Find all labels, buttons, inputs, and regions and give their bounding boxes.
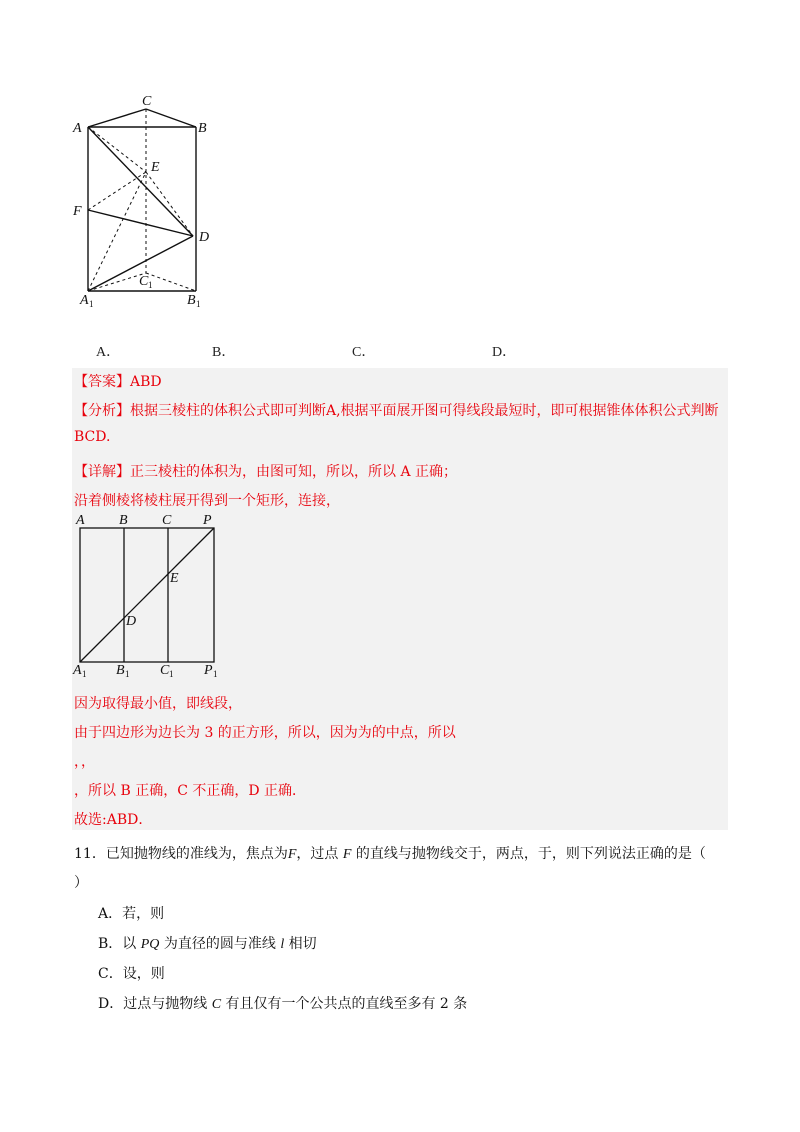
option-a: A． [96, 345, 121, 360]
analysis-line-1: 【分析】根据三棱柱的体积公式即可判断A,根据平面展开图可得线段最短时，即可根据锥体体积公式判断 [74, 403, 719, 419]
label-B1: B [116, 663, 125, 678]
question-11-stem [74, 843, 706, 863]
option-d: D． [492, 345, 517, 360]
option-b-l: l [280, 937, 285, 952]
edge-A1E-dashed [88, 172, 146, 291]
option-b-post: 相切 [284, 936, 317, 952]
unfolded-figure [70, 510, 230, 680]
label-C: C [162, 513, 172, 528]
square-line: 由于四边形为边长为 3 的正方形，所以，因为为的中点，所以 [74, 725, 456, 741]
label-A: A [73, 121, 82, 136]
label-P1-sub: 1 [213, 669, 218, 679]
question-11-option-b [98, 933, 317, 953]
edge-AC [88, 109, 146, 127]
focus-F: F [287, 847, 297, 862]
label-P: P [203, 513, 212, 528]
prism-figure [70, 90, 230, 310]
option-c: C． [352, 345, 376, 360]
label-C: C [142, 94, 152, 109]
detail-line: 【详解】正三棱柱的体积为，由图可知，所以，所以 A 正确； [74, 464, 458, 480]
prism-diagram [70, 90, 230, 310]
label-B1: B [187, 293, 196, 308]
edge-AE-dashed [88, 127, 146, 172]
edge-CB [146, 109, 196, 127]
label-A1-sub: 1 [82, 669, 87, 679]
label-A1-sub: 1 [89, 299, 94, 309]
commas-line: ，， [74, 754, 95, 770]
because-min-line: 因为取得最小值，即线段， [74, 696, 242, 712]
option-b: B． [212, 345, 236, 360]
question-11-option-a: A．若，则 [98, 906, 165, 922]
label-C1: C [139, 274, 149, 289]
label-C1: C [160, 663, 170, 678]
label-C1-sub: 1 [148, 280, 153, 290]
answer-line: 【答案】ABD [74, 374, 162, 390]
label-B: B [119, 513, 128, 528]
label-B1-sub: 1 [125, 669, 130, 679]
label-A1: A [80, 293, 89, 308]
unfolded-diagram [70, 510, 230, 680]
label-B: B [198, 121, 207, 136]
edge-FD [88, 210, 193, 236]
label-A: A [76, 513, 85, 528]
diagonal-A1P [80, 528, 214, 662]
question-11-stem-close: ） [74, 875, 88, 891]
conclusion-line: ，所以 B 正确，C 不正确，D 正确． [74, 783, 307, 799]
label-B1-sub: 1 [196, 299, 201, 309]
stem-part-2: ，过点 [296, 846, 343, 862]
analysis-line-2: BCD. [74, 429, 111, 445]
focus-F-2: F [342, 847, 352, 862]
question-11-option-d [98, 993, 467, 1013]
unfold-line: 沿着侧棱将棱柱展开得到一个矩形，连接， [74, 493, 340, 509]
label-E: E [151, 160, 160, 175]
stem-part-1: 11．已知抛物线的准线为，焦点为 [74, 846, 288, 862]
option-d-pre: D．过点与抛物线 [98, 996, 212, 1012]
label-E: E [170, 571, 179, 586]
label-D: D [126, 614, 137, 629]
question-11-option-c: C．设，则 [98, 966, 165, 982]
option-d-C: C [211, 997, 222, 1012]
label-C1-sub: 1 [169, 669, 174, 679]
choose-line: 故选:ABD． [74, 812, 153, 828]
option-b-mid: 为直径的圆与准线 [159, 936, 281, 952]
edge-AD [88, 127, 193, 236]
label-P1: P [204, 663, 213, 678]
option-d-post: 有且仅有一个公共点的直线至多有 2 条 [221, 996, 468, 1012]
label-D: D [199, 230, 210, 245]
option-b-pre: B．以 [98, 936, 141, 952]
label-F: F [73, 204, 82, 219]
label-A1: A [73, 663, 82, 678]
stem-part-3: 的直线与抛物线交于，两点，于，则下列说法正确的是（ [351, 846, 706, 862]
edge-C1B1-dashed [146, 273, 196, 291]
option-b-PQ: PQ [140, 937, 160, 952]
